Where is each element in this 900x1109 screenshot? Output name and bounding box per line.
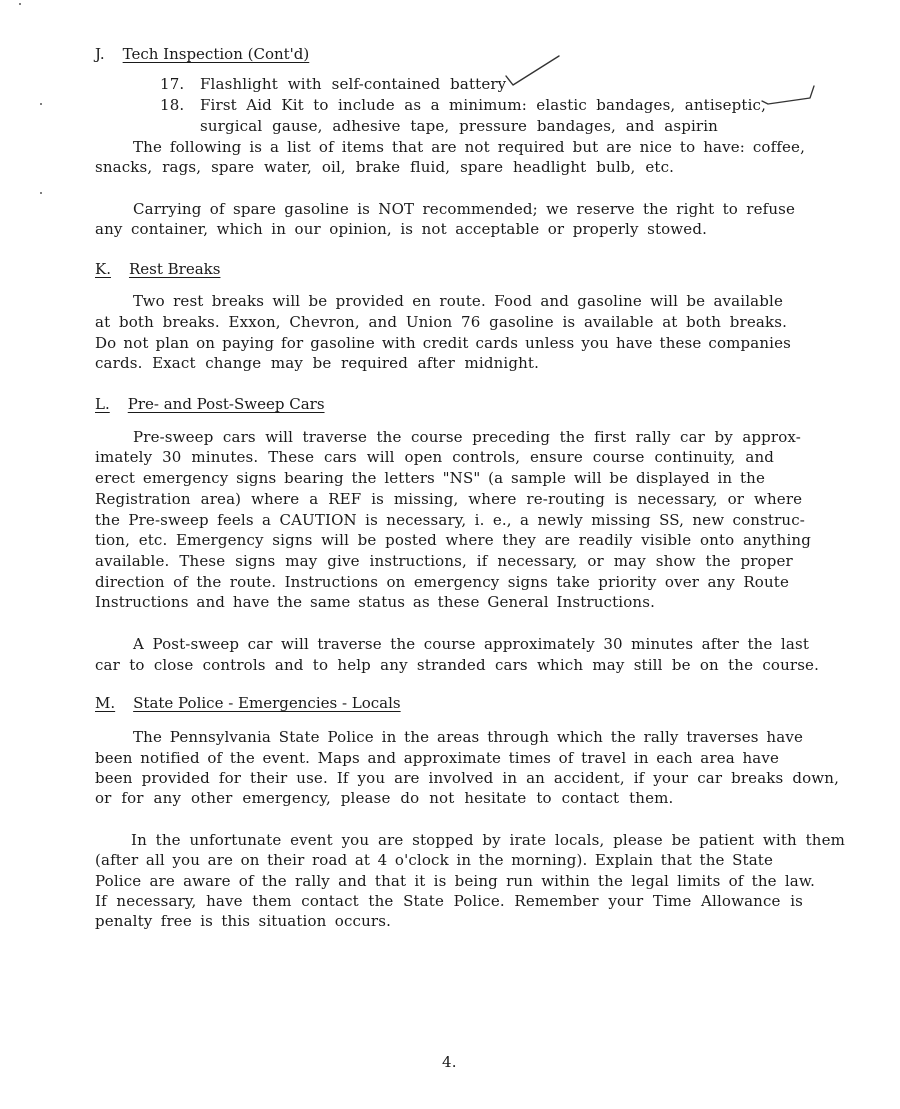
paragraph-line: Do not plan on paying for gasoline with credit cards unless you have these companies: [95, 334, 791, 352]
paragraph-line: or for any other emergency, please do not hesitate to contact them.: [95, 789, 674, 807]
paragraph-line: Instructions and have the same status as these General Instructions.: [95, 593, 655, 611]
paragraph-line: If necessary, have them contact the State Police. Remember your Time Allowance is: [95, 892, 803, 910]
paragraph-line: In the unfortunate event you are stopped by irate locals, please be patient with them: [131, 831, 845, 849]
paragraph-line: direction of the route. Instructions on emergency signs take priority over any Route: [95, 573, 789, 591]
section-title: Pre- and Post-Sweep Cars: [127, 395, 325, 413]
section-letter: K.: [95, 260, 111, 278]
item-18-number: 18.: [160, 96, 185, 114]
item-18-line-2: surgical gause, adhesive tape, pressure bandages, and aspirin: [200, 117, 718, 135]
paragraph-line: Two rest breaks will be provided en route. Food and gasoline will be available: [133, 292, 783, 310]
scan-speck: [19, 3, 21, 5]
paragraph-line: Police are aware of the rally and that it is being run within the legal limits of the law.: [95, 872, 815, 890]
page-number: 4.: [442, 1053, 457, 1071]
section-title: State Police - Emergencies - Locals: [133, 694, 401, 712]
paragraph-line: been provided for their use. If you are involved in an accident, if your car breaks down,: [95, 769, 839, 787]
paragraph-line: Registration area) where a REF is missing, where re-routing is necessary, or where: [95, 490, 803, 508]
item-17-number: 17.: [160, 75, 185, 93]
paragraph-line: snacks, rags, spare water, oil, brake fluid, spare headlight bulb, etc.: [95, 158, 675, 176]
paragraph-line: Pre-sweep cars will traverse the course preceding the first rally car by approx-: [133, 428, 801, 446]
handwritten-checkmark-icon: [760, 84, 816, 106]
item-18-line-1: First Aid Kit to include as a minimum: elastic bandages, antiseptic,: [200, 96, 766, 114]
paragraph-line: available. These signs may give instructions, if necessary, or may show the proper: [95, 552, 793, 570]
section-heading-l: [95, 394, 325, 414]
paragraph-line: car to close controls and to help any stranded cars which may still be on the course.: [95, 656, 819, 674]
paragraph-line: the Pre-sweep feels a CAUTION is necessary, i. e., a newly missing SS, new construc-: [95, 511, 805, 529]
paragraph-line: imately 30 minutes. These cars will open controls, ensure course continuity, and: [95, 448, 775, 466]
paragraph-line: at both breaks. Exxon, Chevron, and Union 76 gasoline is available at both breaks.: [95, 313, 787, 331]
paragraph-line: (after all you are on their road at 4 o'clock in the morning). Explain that the State: [95, 851, 773, 869]
paragraph-line: erect emergency signs bearing the letters "NS" (a sample will be displayed in the: [95, 469, 765, 487]
paragraph-line: penalty free is this situation occurs.: [95, 912, 391, 930]
item-17-text: Flashlight with self-contained battery: [200, 75, 507, 93]
paragraph-line: The following is a list of items that are not required but are nice to have: coffee,: [133, 138, 805, 156]
paragraph-line: cards. Exact change may be required after midnight.: [95, 354, 539, 372]
section-heading-m: [95, 693, 401, 713]
handwritten-checkmark-icon: [502, 52, 562, 92]
paragraph-line: The Pennsylvania State Police in the areas through which the rally traverses have: [133, 728, 803, 746]
section-heading-j: [95, 44, 309, 64]
paragraph-line: any container, which in our opinion, is not acceptable or properly stowed.: [95, 220, 707, 238]
paragraph-line: A Post-sweep car will traverse the course approximately 30 minutes after the last: [133, 635, 809, 653]
section-title: Tech Inspection (Cont'd): [122, 45, 310, 63]
section-title: Rest Breaks: [128, 260, 221, 278]
scan-speck: [40, 103, 42, 105]
paragraph-line: tion, etc. Emergency signs will be posted where they are readily visible onto anything: [95, 531, 811, 549]
scan-speck: [40, 192, 42, 194]
section-letter: J.: [95, 45, 105, 63]
section-letter: L.: [95, 395, 110, 413]
section-letter: M.: [95, 694, 116, 712]
paragraph-line: been notified of the event. Maps and approximate times of travel in each area have: [95, 749, 779, 767]
section-heading-k: [95, 259, 220, 279]
paragraph-line: Carrying of spare gasoline is NOT recommended; we reserve the right to refuse: [133, 200, 795, 218]
